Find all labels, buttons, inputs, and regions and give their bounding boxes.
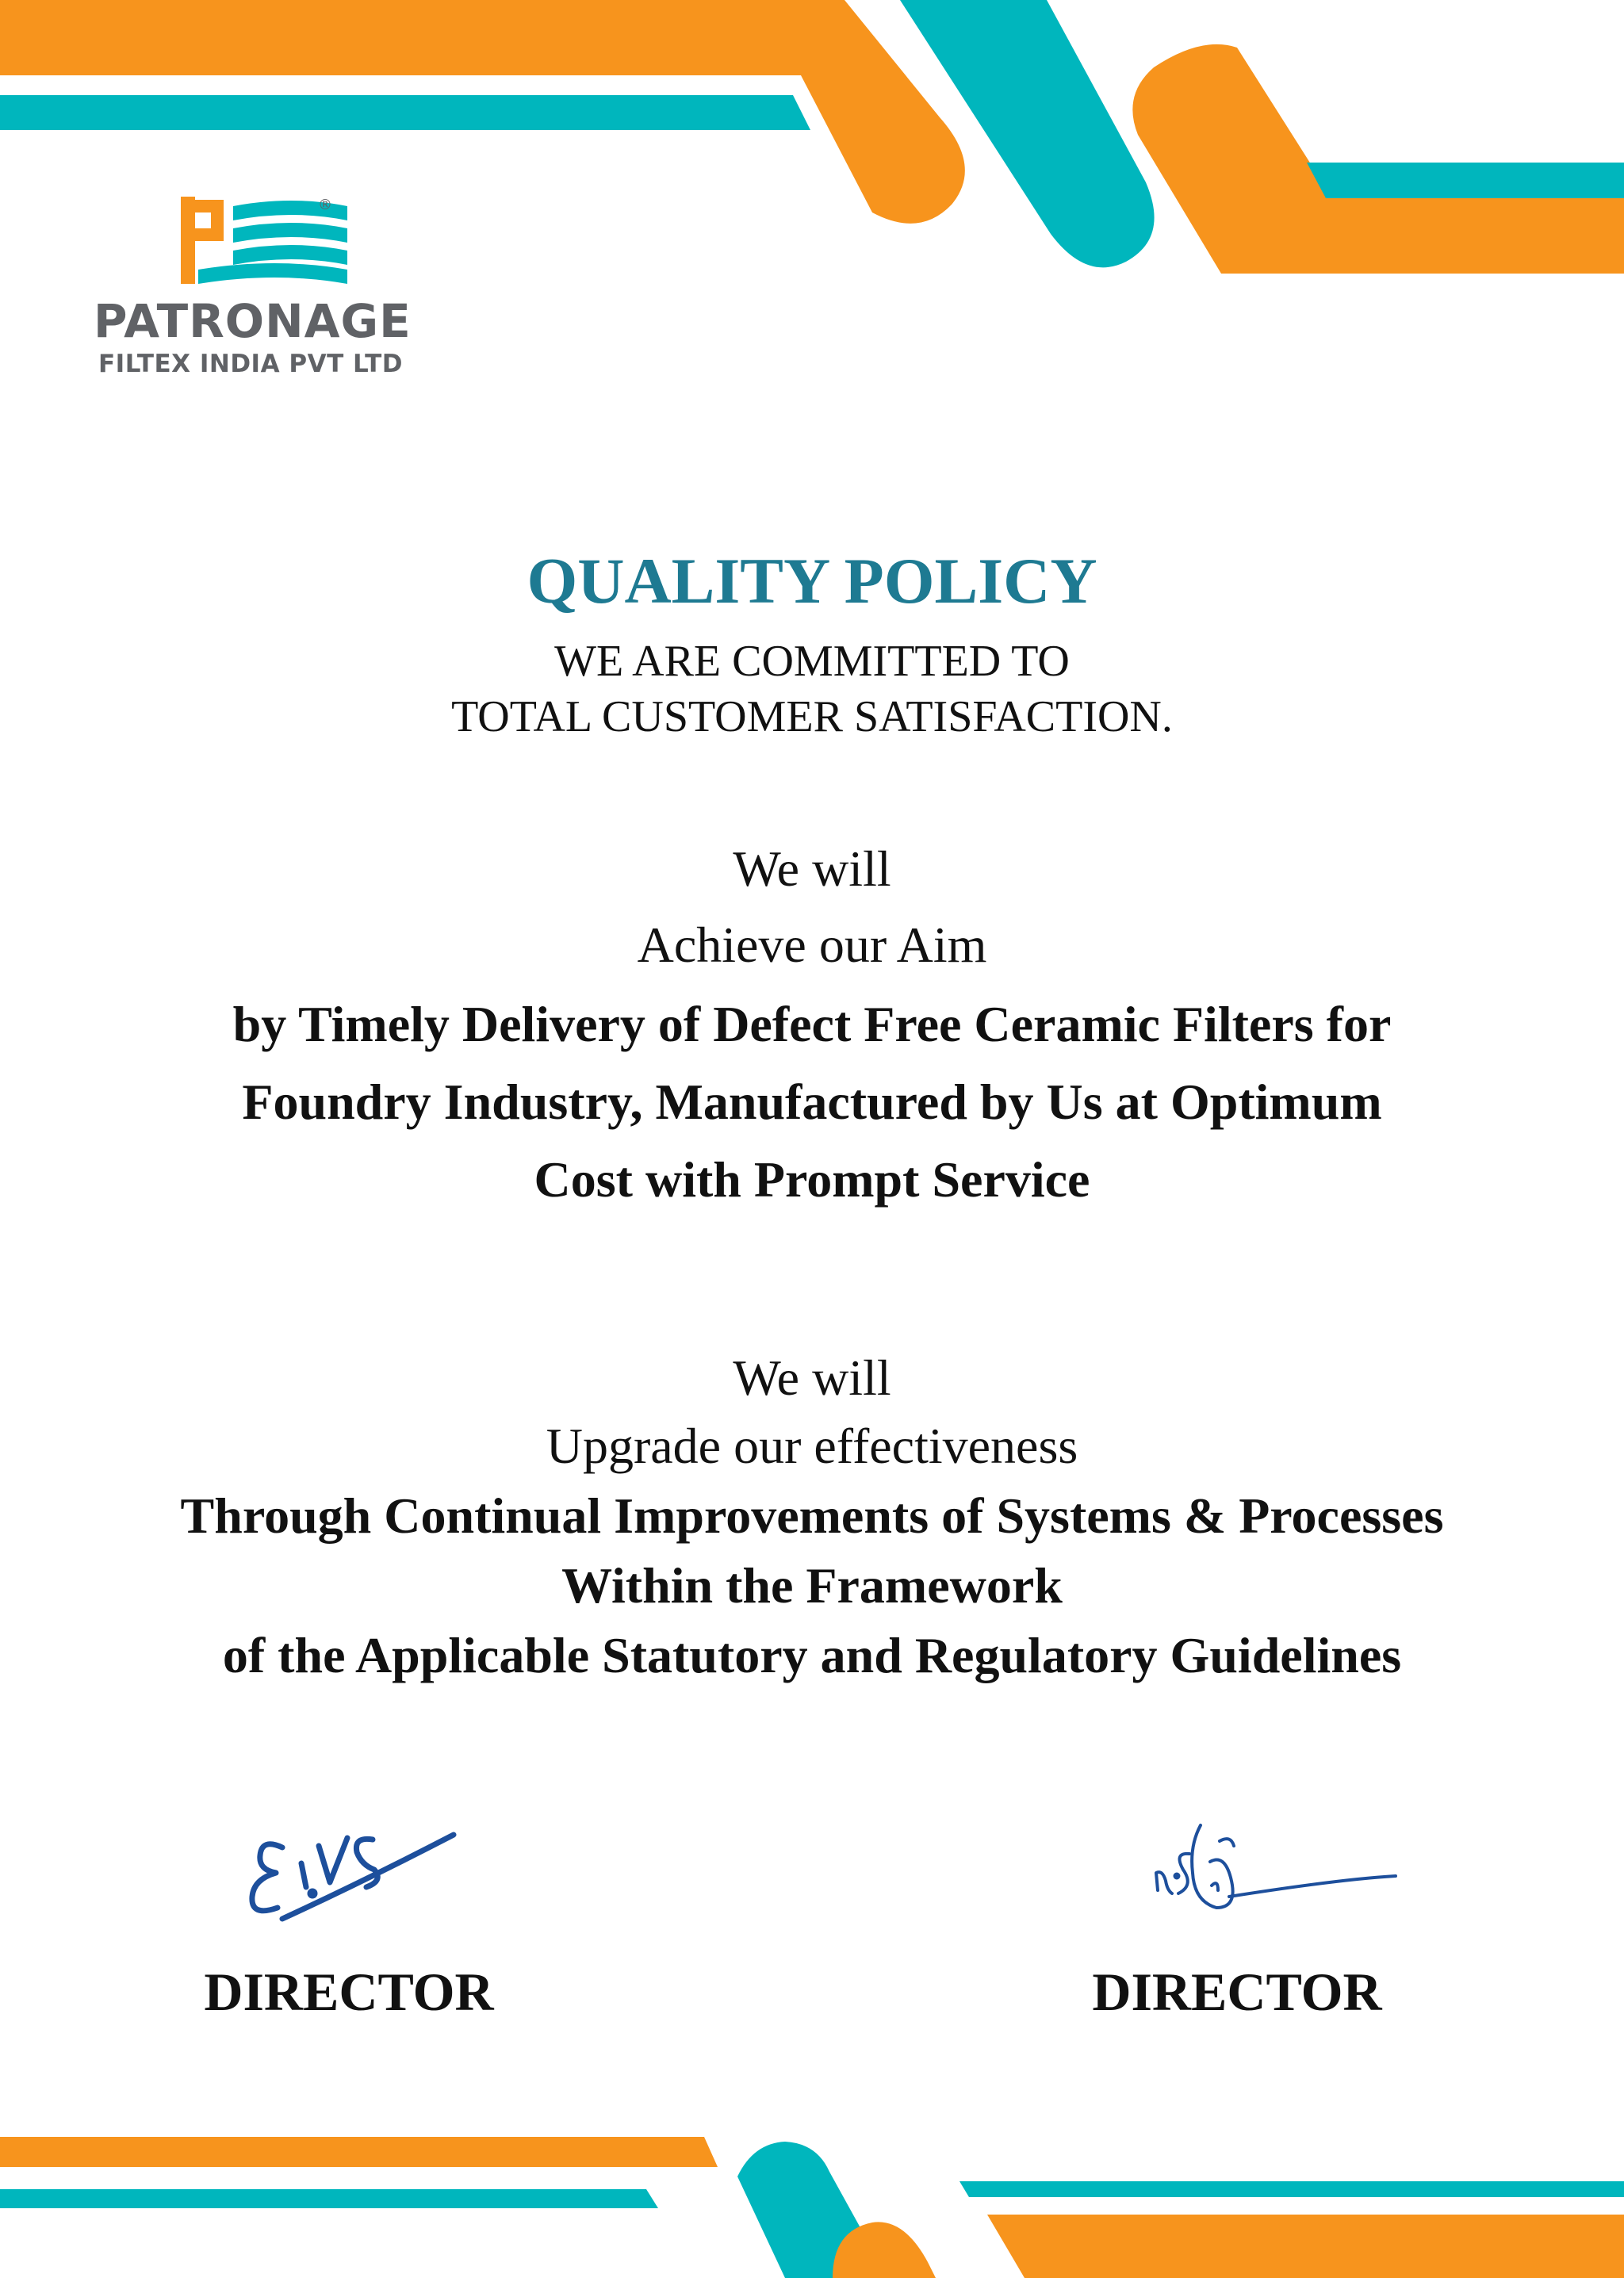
signature-block-left	[143, 1814, 555, 2052]
statement-2-intro: We will	[733, 1350, 891, 1406]
statement-2-detail-2: Within the Framework	[561, 1557, 1063, 1614]
signatory-title-right: DIRECTOR	[1092, 1962, 1382, 2022]
registered-mark: ®	[318, 197, 332, 213]
company-logo	[94, 197, 411, 387]
statement-1-detail-2: Foundry Industry, Manufactured by Us at Optimum	[242, 1074, 1382, 1130]
brand-name: PATRONAGE	[94, 294, 412, 348]
commitment-line-2: TOTAL CUSTOMER SATISFACTION.	[451, 692, 1173, 741]
statement-2-goal: Upgrade our effectiveness	[546, 1418, 1078, 1474]
statement-2-detail-1: Through Continual Improvements of Systems & Processes	[180, 1487, 1444, 1544]
statement-1-goal: Achieve our Aim	[637, 917, 987, 973]
page-title: QUALITY POLICY	[527, 545, 1097, 617]
brand-subtitle: FILTEX INDIA PVT LTD	[98, 350, 404, 378]
signature-block-right	[1031, 1814, 1443, 2052]
statement-1-detail-1: by Timely Delivery of Defect Free Ceramic Filters for	[232, 996, 1392, 1052]
signatory-title-left: DIRECTOR	[204, 1962, 494, 2022]
statement-1-detail-3: Cost with Prompt Service	[534, 1151, 1090, 1208]
statement-1-intro: We will	[733, 840, 891, 897]
bottom-decorative-band	[0, 2096, 1624, 2278]
handwritten-signature-icon	[1031, 1814, 1443, 1957]
commitment-line-1: WE ARE COMMITTED TO	[554, 637, 1070, 686]
handwritten-signature-icon	[143, 1814, 555, 1957]
patronage-flag-icon	[181, 197, 435, 288]
statement-2-detail-3: of the Applicable Statutory and Regulatory Guidelines	[222, 1627, 1402, 1683]
